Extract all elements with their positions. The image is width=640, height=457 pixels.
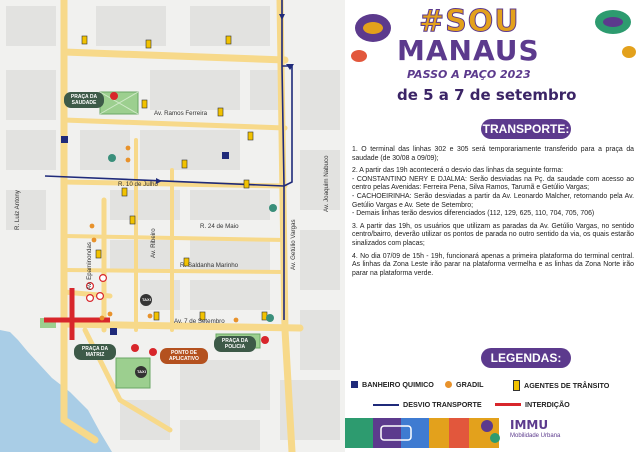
immu-mark [481,420,493,432]
legend-agentes [513,380,609,391]
note-2: 2. A partir das 19h acontecerá o desvio das linhas da seguinte forma: [352,167,564,175]
transport-notes [352,146,634,282]
street-joaquim-nabuco: Av. Joaquim Nabuco [323,155,330,212]
legend-interdicao-label: INTERDIÇÃO [525,400,570,409]
note-2b: - CACHOEIRINHA: Serão desviadas a partir da Av. Leonardo Malcher, retornando pela Av. Getúlio Vargas e Av. Sete de Setembro; [352,192,634,209]
note-2c: - Demais linhas terão desvios diferenciados (112, 129, 625, 110, 704, 705, 706) [352,210,595,218]
traffic-agent-icon [513,380,520,391]
street-epaminondas: Av. Epaminondas [86,242,93,290]
place-ponto-aplicativo[interactable]: PONTO DE APLICATIVO [160,348,208,364]
place-praca-matriz[interactable]: PRAÇA DA MATRIZ [74,344,116,360]
street-7-setembro: Av. 7 de Setembro [174,318,225,325]
legend-gradil-label: GRADIL [456,380,484,389]
legend-banheiro [351,380,434,389]
logo-sou: #SOU [419,4,520,39]
legend-agentes-label: AGENTES DE TRÂNSITO [524,381,610,390]
immu-brand-sub: Mobilidade Urbana [510,433,561,439]
legend-heading: LEGENDAS: [481,348,571,368]
street-10-julho: R. 10 de Julho [118,181,158,188]
street-ribeiro: Av. Ribeiro [150,228,157,258]
legend-banheiro-label: BANHEIRO QUIMICO [362,380,434,389]
bathroom-icon [351,381,358,388]
info-panel [345,0,640,452]
note-2a: - CONSTANTINO NERY E DJALMA: Serão desviadas na Pç. da saudade com acesso ao centro pelas Avenidas: Ferreira Pena, Silva Ramos, Tarumã e Getúlio Vargas; [352,175,634,192]
gradil-icon [445,381,452,388]
immu-brand: IMMU [510,418,549,432]
legend-interdicao [495,400,570,409]
street-ramos-ferreira: Av. Ramos Ferreira [154,110,208,117]
place-praca-policia[interactable]: PRAÇA DA POLICIA [214,336,256,352]
footer [345,414,640,452]
event-dates: de 5 a 7 de setembro [397,86,577,104]
legend-desvio [373,400,482,409]
detour-line-icon [373,404,399,406]
legend [345,372,640,414]
logo-manaus: MANAUS [397,34,540,67]
taxi-label-2: TAXI [137,369,146,374]
transport-heading: TRANSPORTE: [481,119,571,139]
event-subtitle: PASSO A PAÇO 2023 [407,68,531,81]
note-4: 4. No dia 07/09 de 15h - 19h, funcionará apenas a primeira plataforma do terminal central. As linhas da Zona Leste irão parar na plataforma vermelha e as linhas da Zona Norte irão parar na plataforma verde. [352,252,634,277]
legend-desvio-label: DESVIO TRANSPORTE [403,400,482,409]
street-24-maio: R. 24 de Maio [200,223,239,230]
footer-graphic [345,414,640,452]
header [345,0,640,110]
taxi-label: TAXI [142,297,151,302]
place-praca-saudade[interactable]: PRAÇA DA SAUDADE [64,92,104,108]
street-saldanha: R. Saldanha Marinho [180,262,239,269]
note-3: 3. A partir das 19h, os usuários que utilizam as paradas da Av. Getúlio Vargas, no sentido centro/bairro, deverão utilizar os pontos de parada no outro sentido da via, os quais estarão sinalizados com placas; [352,222,634,247]
note-1: 1. O terminal das linhas 302 e 305 será temporariamente transferido para a praça da saudade (de 30/08 a 09/09); [352,146,634,162]
legend-gradil [445,380,484,389]
street-getulio: Av. Getúlio Vargas [290,219,297,270]
closure-line-icon [495,403,521,406]
street-luiz-antony: R. Luiz Antony [14,190,21,230]
